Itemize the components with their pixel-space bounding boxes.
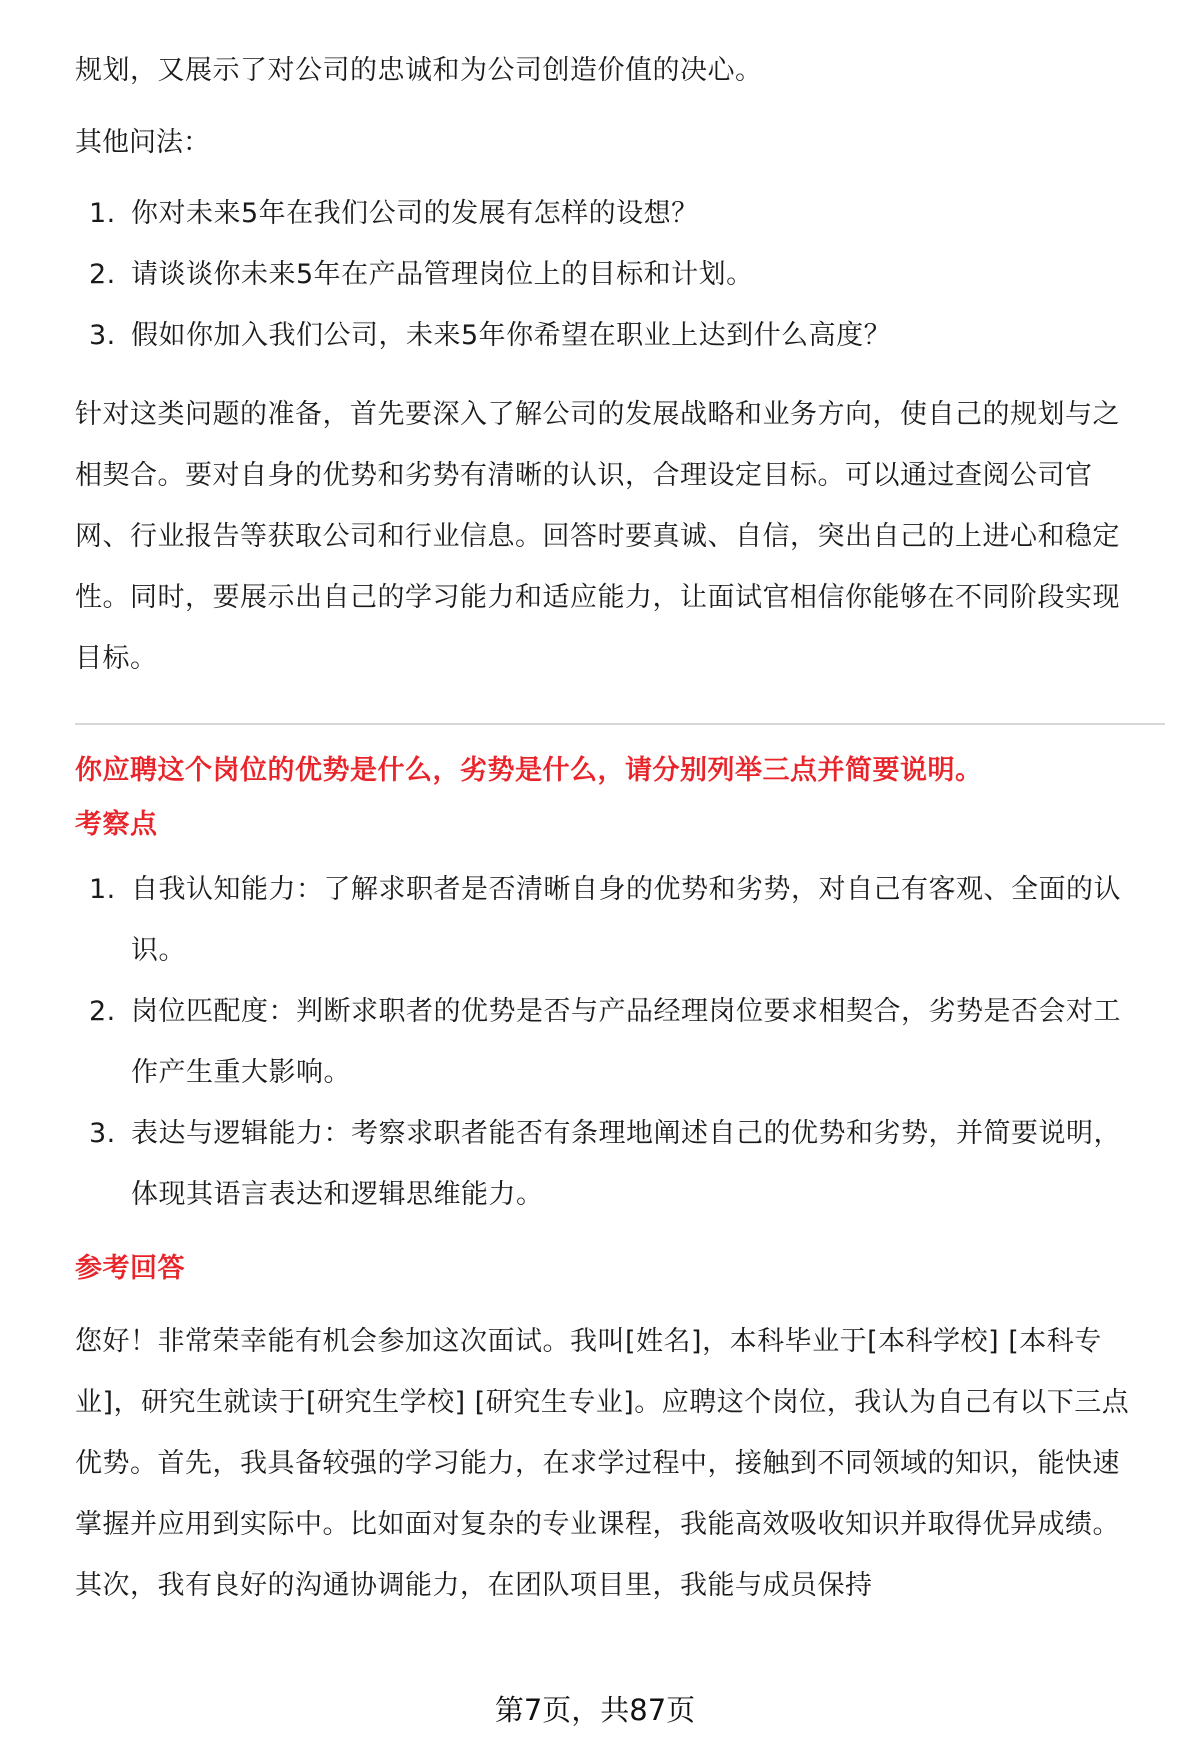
list-item-text: 岗位匹配度：判断求职者的优势是否与产品经理岗位要求相契合，劣势是否会对工作产生重大影响。	[131, 996, 1121, 1088]
focus-points-list	[75, 859, 1145, 1225]
answer-heading: 参考回答	[75, 1253, 185, 1284]
intro-tail-paragraph: 规划，又展示了对公司的忠诚和为公司创造价值的决心。	[75, 55, 763, 86]
page-number-footer: 第7页，共87页	[494, 1693, 696, 1727]
list-item-text: 假如你加入我们公司，未来5年你希望在职业上达到什么高度？	[131, 320, 892, 351]
list-number: 2.	[89, 996, 116, 1027]
list-number: 2.	[89, 259, 116, 290]
list-item-text: 请谈谈你未来5年在产品管理岗位上的目标和计划。	[131, 259, 754, 290]
section-divider	[75, 723, 1165, 725]
list-item	[75, 859, 1145, 981]
list-item	[75, 183, 1145, 244]
answer-paragraph: 您好！非常荣幸能有机会参加这次面试。我叫[姓名]，本科毕业于[本科学校] [本科专业]，研究生就读于[研究生学校] [研究生专业]。应聘这个岗位，我认为自己有以下三点优势。首先，我具备较强的学习能力，在求学过程中，接触到不同领域的知识，能快速掌握并应用到实际中。比如面对复杂的专业课程，我能高效吸收知识并取得优异成绩。其次，我有良好的沟通协调能力，在团队项目里，我能与成员保持	[75, 1326, 1130, 1601]
preparation-paragraph: 针对这类问题的准备，首先要深入了解公司的发展战略和业务方向，使自己的规划与之相契合。要对自身的优势和劣势有清晰的认识，合理设定目标。可以通过查阅公司官网、行业报告等获取公司和行业信息。回答时要真诚、自信，突出自己的上进心和稳定性。同时，要展示出自己的学习能力和适应能力，让面试官相信你能够在不同阶段实现目标。	[75, 399, 1120, 674]
list-item-text: 表达与逻辑能力：考察求职者能否有条理地阐述自己的优势和劣势，并简要说明，体现其语言表达和逻辑思维能力。	[131, 1118, 1121, 1210]
page-content	[75, 40, 1145, 1616]
focus-heading: 考察点	[75, 809, 158, 840]
list-item	[75, 305, 1145, 366]
list-number: 1.	[89, 874, 116, 905]
list-number: 3.	[89, 320, 116, 351]
list-item	[75, 244, 1145, 305]
other-questions-label: 其他问法：	[75, 127, 210, 158]
list-number: 3.	[89, 1118, 116, 1149]
question-title: 你应聘这个岗位的优势是什么，劣势是什么，请分别列举三点并简要说明。	[75, 755, 983, 786]
other-questions-list	[75, 183, 1145, 366]
list-item	[75, 981, 1145, 1103]
list-item-text: 自我认知能力：了解求职者是否清晰自身的优势和劣势，对自己有客观、全面的认识。	[131, 874, 1121, 966]
list-item	[75, 1103, 1145, 1225]
list-item-text: 你对未来5年在我们公司的发展有怎样的设想？	[131, 198, 699, 229]
list-number: 1.	[89, 198, 116, 229]
